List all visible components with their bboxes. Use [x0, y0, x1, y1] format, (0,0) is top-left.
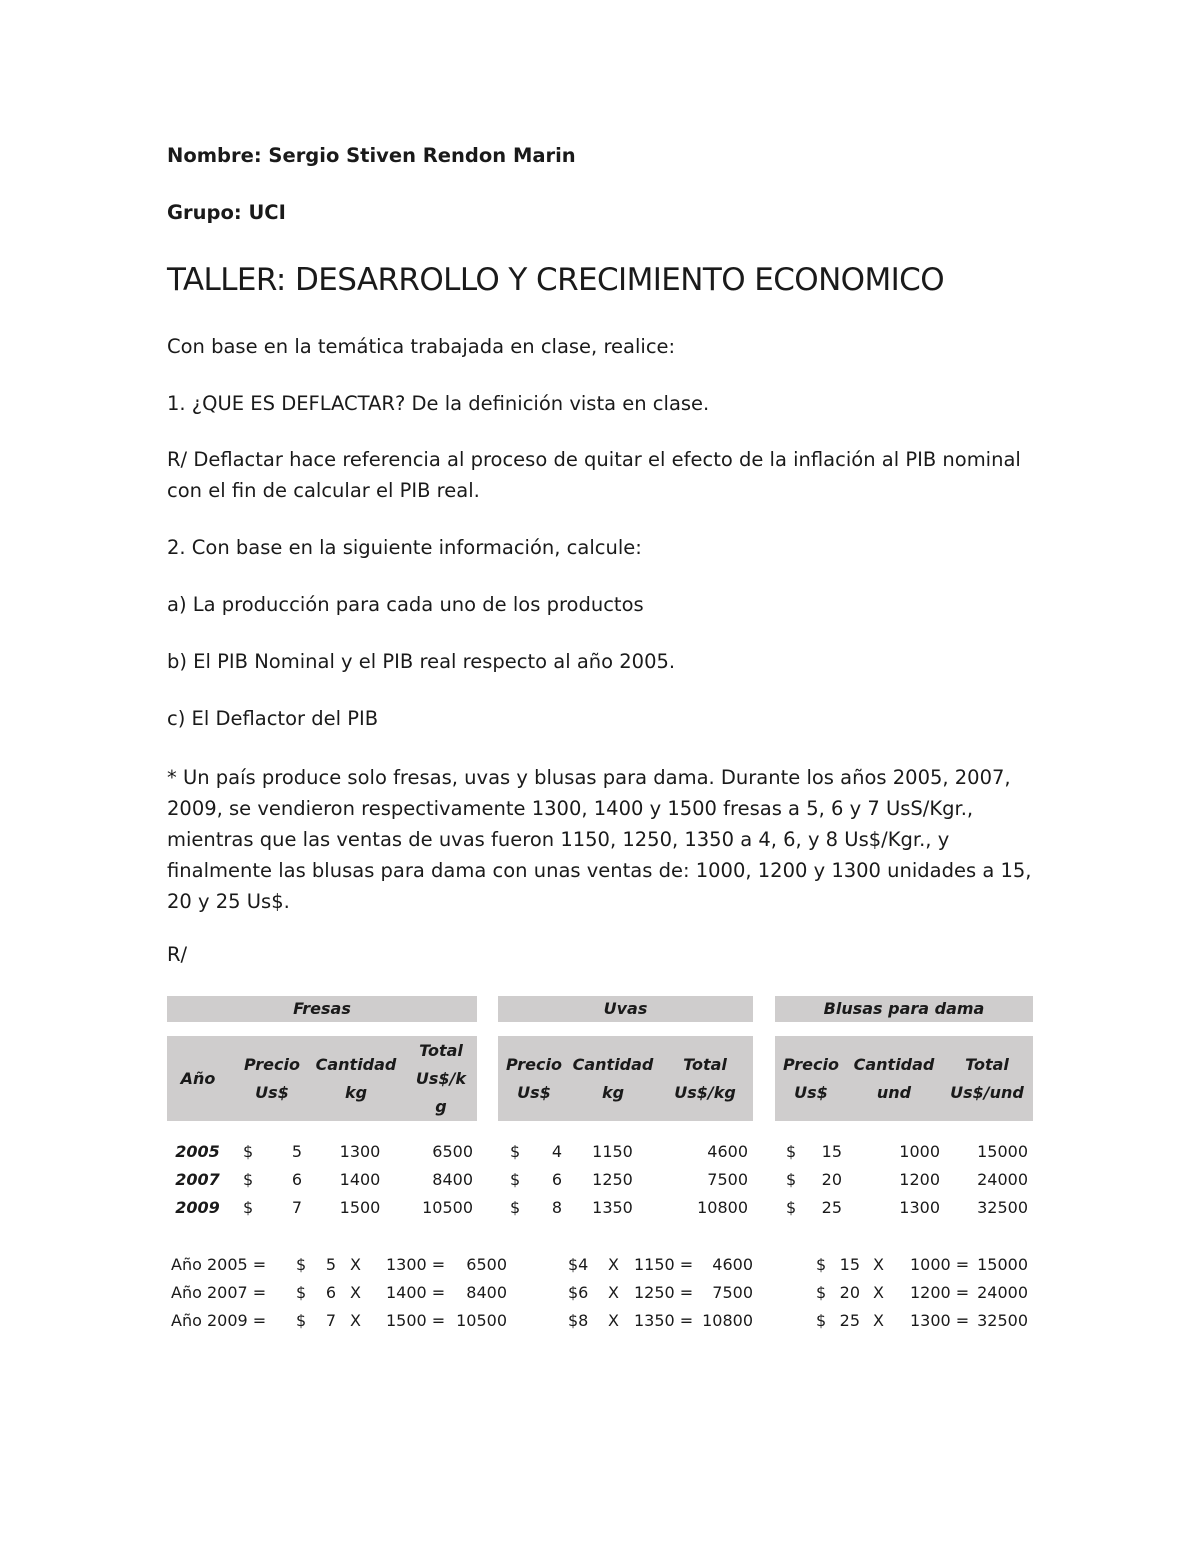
document-title: TALLER: DESARROLLO Y CRECIMIENTO ECONOMICO [167, 262, 945, 298]
calc-fresas-total: 8400 [466, 1283, 507, 1302]
cell-blusas-price: 20 [821, 1170, 842, 1189]
calc-fresas-qty: 1400 = [386, 1283, 446, 1302]
student-group: Grupo: UCI [167, 201, 286, 224]
cell-fresas-total: 10500 [422, 1198, 473, 1217]
column-header-blusas-total: Total Us$/und [950, 1054, 1024, 1102]
cell-blusas-qty: 1000 [899, 1142, 940, 1161]
problem-statement: * Un país produce solo fresas, uvas y blusas para dama. Durante los años 2005, 2007, 2009, se vendieron respectivamente 1300, 1400 y 1500 fresas a 5, 6 y 7 UsS/Kgr., mientras que las ventas de uvas fueron 1150, 1250, 1350 a 4, 6, y 8 Us$/Kgr., y finalmente las blusas para dama con unas ventas de: 1000, 1200 y 1300 unidades a 15, 20 y 25 Us$. [167, 766, 1032, 913]
calc-blusas-price: 20 [839, 1283, 860, 1302]
calc-fresas-qty: 1300 = [386, 1255, 446, 1274]
column-header-fresas-price: Precio Us$ [244, 1054, 300, 1102]
calc-blusas-total: 15000 [977, 1255, 1028, 1274]
calc-fresas-times: X [350, 1255, 361, 1274]
cell-blusas-qty: 1200 [899, 1170, 940, 1189]
calc-uvas-times: X [608, 1283, 619, 1302]
calc-blusas-times: X [873, 1311, 884, 1330]
cell-uvas-currency: $ [510, 1198, 521, 1217]
cell-uvas-price: 6 [551, 1170, 562, 1189]
answer-1: R/ Deflactar hace referencia al proceso de quitar el efecto de la inflación al PIB nominal con el fin de calcular el PIB real. [167, 448, 1021, 502]
column-header-blusas-qty: Cantidad und [853, 1054, 935, 1102]
question-2c: c) El Deflactor del PIB [167, 707, 379, 730]
cell-uvas-qty: 1250 [592, 1170, 633, 1189]
question-2b: b) El PIB Nominal y el PIB real respecto al año 2005. [167, 650, 676, 673]
cell-uvas-qty: 1150 [592, 1142, 633, 1161]
answer-label: R/ [167, 943, 188, 966]
calc-fresas-qty: 1500 = [386, 1311, 446, 1330]
calc-fresas-price: 5 [325, 1255, 336, 1274]
calc-uvas-price: $4 [568, 1255, 589, 1274]
calc-blusas-price: 15 [839, 1255, 860, 1274]
column-header-uvas-qty: Cantidad kg [572, 1054, 654, 1102]
cell-uvas-qty: 1350 [592, 1198, 633, 1217]
cell-year: 2005 [175, 1142, 220, 1161]
column-header-fresas-total: Total Us$/k g [415, 1040, 467, 1116]
calc-blusas-currency: $ [816, 1283, 827, 1302]
calc-blusas-currency: $ [816, 1255, 827, 1274]
cell-fresas-qty: 1300 [339, 1142, 381, 1161]
cell-blusas-currency: $ [786, 1142, 797, 1161]
calc-blusas-times: X [873, 1283, 884, 1302]
calc-uvas-qty: 1350 = [634, 1311, 694, 1330]
calc-uvas-times: X [608, 1255, 619, 1274]
group-header-fresas: Fresas [167, 996, 477, 1022]
cell-uvas-price: 8 [551, 1198, 562, 1217]
calc-fresas-price: 6 [325, 1283, 336, 1302]
calc-year-label: Año 2009 = [171, 1311, 267, 1330]
calc-uvas-times: X [608, 1311, 619, 1330]
calc-year-label: Año 2007 = [171, 1283, 267, 1302]
calc-blusas-qty: 1200 = [910, 1283, 970, 1302]
calc-blusas-qty: 1000 = [910, 1255, 970, 1274]
cell-year: 2007 [175, 1170, 220, 1189]
calc-uvas-price: $8 [568, 1311, 589, 1330]
calc-uvas-total: 7500 [712, 1283, 753, 1302]
cell-blusas-currency: $ [786, 1198, 797, 1217]
calc-blusas-price: 25 [839, 1311, 860, 1330]
calc-fresas-currency: $ [296, 1255, 307, 1274]
cell-blusas-currency: $ [786, 1170, 797, 1189]
cell-blusas-total: 24000 [977, 1170, 1028, 1189]
cell-uvas-total: 7500 [707, 1170, 748, 1189]
column-header-uvas-total: Total Us$/kg [674, 1054, 736, 1102]
calc-fresas-currency: $ [296, 1283, 307, 1302]
cell-blusas-qty: 1300 [899, 1198, 940, 1217]
calc-fresas-times: X [350, 1311, 361, 1330]
calc-uvas-qty: 1150 = [634, 1255, 694, 1274]
cell-fresas-qty: 1400 [339, 1170, 381, 1189]
cell-uvas-total: 10800 [697, 1198, 748, 1217]
cell-fresas-total: 8400 [432, 1170, 473, 1189]
student-name: Nombre: Sergio Stiven Rendon Marin [167, 144, 576, 167]
calc-blusas-qty: 1300 = [910, 1311, 970, 1330]
group-header-blusas: Blusas para dama [775, 996, 1033, 1022]
column-header-fresas-qty: Cantidad kg [315, 1054, 397, 1102]
cell-fresas-total: 6500 [432, 1142, 473, 1161]
cell-year: 2009 [175, 1198, 220, 1217]
cell-fresas-qty: 1500 [339, 1198, 381, 1217]
calc-uvas-total: 10800 [702, 1311, 753, 1330]
calc-blusas-total: 32500 [977, 1311, 1028, 1330]
calc-fresas-currency: $ [296, 1311, 307, 1330]
calc-fresas-total: 6500 [466, 1255, 507, 1274]
intro-text: Con base en la temática trabajada en clase, realice: [167, 335, 676, 358]
cell-uvas-total: 4600 [707, 1142, 748, 1161]
column-header-blusas-price: Precio Us$ [783, 1054, 839, 1102]
calc-uvas-qty: 1250 = [634, 1283, 694, 1302]
cell-fresas-currency: $ [243, 1170, 254, 1189]
cell-fresas-price: 5 [291, 1142, 302, 1161]
calc-uvas-price: $6 [568, 1283, 589, 1302]
cell-blusas-total: 15000 [977, 1142, 1028, 1161]
cell-fresas-price: 7 [291, 1198, 302, 1217]
calc-fresas-price: 7 [325, 1311, 336, 1330]
question-1: 1. ¿QUE ES DEFLACTAR? De la definición vista en clase. [167, 392, 710, 415]
cell-blusas-total: 32500 [977, 1198, 1028, 1217]
calc-fresas-total: 10500 [456, 1311, 507, 1330]
group-header-uvas: Uvas [498, 996, 753, 1022]
cell-fresas-currency: $ [243, 1142, 254, 1161]
calc-uvas-total: 4600 [712, 1255, 753, 1274]
calc-fresas-times: X [350, 1283, 361, 1302]
calc-blusas-times: X [873, 1255, 884, 1274]
column-header-uvas-price: Precio Us$ [506, 1054, 562, 1102]
question-2: 2. Con base en la siguiente información, calcule: [167, 536, 642, 559]
cell-uvas-currency: $ [510, 1170, 521, 1189]
question-2a: a) La producción para cada uno de los productos [167, 593, 644, 616]
cell-uvas-currency: $ [510, 1142, 521, 1161]
cell-blusas-price: 15 [821, 1142, 842, 1161]
calc-blusas-currency: $ [816, 1311, 827, 1330]
column-header-year: Año [180, 1068, 216, 1088]
cell-fresas-price: 6 [291, 1170, 302, 1189]
cell-fresas-currency: $ [243, 1198, 254, 1217]
cell-blusas-price: 25 [821, 1198, 842, 1217]
calc-blusas-total: 24000 [977, 1283, 1028, 1302]
calc-year-label: Año 2005 = [171, 1255, 267, 1274]
cell-uvas-price: 4 [551, 1142, 562, 1161]
